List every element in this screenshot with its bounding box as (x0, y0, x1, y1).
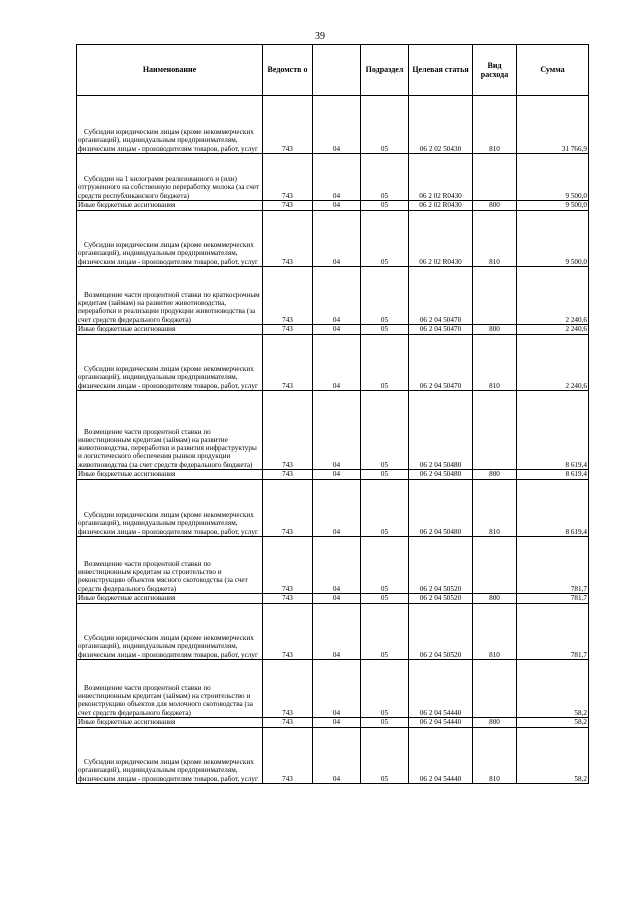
row-dept-cell: 743 (263, 594, 313, 604)
row-subsection-cell: 05 (361, 604, 409, 660)
row-type-cell: 810 (473, 480, 517, 537)
row-subsection-cell: 05 (361, 594, 409, 604)
row-subsection-cell: 05 (361, 154, 409, 201)
row-sum-cell: 781,7 (517, 537, 589, 594)
row-sum-cell: 781,7 (517, 594, 589, 604)
row-dept-cell: 743 (263, 96, 313, 154)
row-target-cell: 06 2 04 50480 (409, 480, 473, 537)
row-subsection-cell: 05 (361, 480, 409, 537)
row-name-cell: Иные бюджетные ассигнования (77, 201, 263, 211)
table-row (77, 201, 589, 211)
row-type-cell: 800 (473, 718, 517, 728)
row-target-cell: 06 2 04 54440 (409, 660, 473, 718)
row-type-cell (473, 391, 517, 470)
table-row (77, 604, 589, 660)
header-type: Вид расхода (473, 45, 517, 96)
row-section-cell: 04 (313, 335, 361, 391)
row-subsection-cell: 05 (361, 470, 409, 480)
row-section-cell: 04 (313, 211, 361, 267)
row-target-cell: 06 2 02 R0430 (409, 154, 473, 201)
header-subsection: Подраздел (361, 45, 409, 96)
table-row (77, 660, 589, 718)
row-target-cell: 06 2 04 50520 (409, 537, 473, 594)
row-name-cell: Иные бюджетные ассигнования (77, 470, 263, 480)
table-header-row (77, 45, 589, 96)
row-name-cell: Субсидии юридическим лицам (кроме некоммерческих организаций), индивидуальным предпринимателям, физическим лицам - производителям товаров, работ, услуг (77, 96, 263, 154)
row-name-cell: Субсидии юридическим лицам (кроме некоммерческих организаций), индивидуальным предпринимателям, физическим лицам - производителям товаров, работ, услуг (77, 480, 263, 537)
row-dept-cell: 743 (263, 211, 313, 267)
row-dept-cell: 743 (263, 325, 313, 335)
header-dept: Ведомств о (263, 45, 313, 96)
table-row (77, 335, 589, 391)
row-type-cell: 810 (473, 728, 517, 784)
row-sum-cell: 2 240,6 (517, 325, 589, 335)
row-section-cell: 04 (313, 660, 361, 718)
table-row (77, 391, 589, 470)
header-sum: Сумма (517, 45, 589, 96)
row-dept-cell: 743 (263, 728, 313, 784)
row-sum-cell: 8 619,4 (517, 480, 589, 537)
row-type-cell: 800 (473, 594, 517, 604)
row-dept-cell: 743 (263, 480, 313, 537)
row-target-cell: 06 2 02 50430 (409, 96, 473, 154)
row-type-cell (473, 537, 517, 594)
row-type-cell: 800 (473, 470, 517, 480)
row-sum-cell: 31 766,9 (517, 96, 589, 154)
row-subsection-cell: 05 (361, 201, 409, 211)
row-section-cell: 04 (313, 480, 361, 537)
row-target-cell: 06 2 04 50520 (409, 604, 473, 660)
row-sum-cell: 9 500,0 (517, 154, 589, 201)
row-subsection-cell: 05 (361, 267, 409, 325)
row-dept-cell: 743 (263, 154, 313, 201)
row-subsection-cell: 05 (361, 211, 409, 267)
row-sum-cell: 58,2 (517, 718, 589, 728)
row-subsection-cell: 05 (361, 537, 409, 594)
table-body (77, 96, 589, 784)
row-name-cell: Иные бюджетные ассигнования (77, 718, 263, 728)
row-subsection-cell: 05 (361, 660, 409, 718)
row-section-cell: 04 (313, 96, 361, 154)
row-name-cell: Субсидии юридическим лицам (кроме некоммерческих организаций), индивидуальным предпринимателям, физическим лицам - производителям товаров, работ, услуг (77, 211, 263, 267)
row-sum-cell: 9 500,0 (517, 211, 589, 267)
row-type-cell (473, 267, 517, 325)
row-target-cell: 06 2 04 50520 (409, 594, 473, 604)
row-type-cell: 800 (473, 201, 517, 211)
header-target: Целевая статья (409, 45, 473, 96)
row-target-cell: 06 2 04 50480 (409, 391, 473, 470)
table-row (77, 728, 589, 784)
table-row (77, 470, 589, 480)
row-section-cell: 04 (313, 154, 361, 201)
row-type-cell (473, 154, 517, 201)
row-type-cell (473, 660, 517, 718)
row-subsection-cell: 05 (361, 718, 409, 728)
row-name-cell: Возмещение части процентной ставки по инвестиционным кредитам (займам) на строительство и реконструкцию объектов для молочного скотоводства (за счет средств федерального бюджета) (77, 660, 263, 718)
row-type-cell: 800 (473, 325, 517, 335)
table-row (77, 267, 589, 325)
row-subsection-cell: 05 (361, 335, 409, 391)
row-section-cell: 04 (313, 728, 361, 784)
row-section-cell: 04 (313, 604, 361, 660)
row-dept-cell: 743 (263, 660, 313, 718)
row-target-cell: 06 2 02 R0430 (409, 201, 473, 211)
row-subsection-cell: 05 (361, 325, 409, 335)
row-sum-cell: 8 619,4 (517, 391, 589, 470)
row-sum-cell: 58,2 (517, 660, 589, 718)
row-dept-cell: 743 (263, 267, 313, 325)
table-row (77, 211, 589, 267)
row-type-cell: 810 (473, 96, 517, 154)
row-type-cell: 810 (473, 335, 517, 391)
row-subsection-cell: 05 (361, 391, 409, 470)
row-target-cell: 06 2 04 50470 (409, 335, 473, 391)
row-dept-cell: 743 (263, 604, 313, 660)
row-section-cell: 04 (313, 201, 361, 211)
row-section-cell: 04 (313, 594, 361, 604)
table-row (77, 154, 589, 201)
row-sum-cell: 8 619,4 (517, 470, 589, 480)
row-dept-cell: 743 (263, 391, 313, 470)
row-section-cell: 04 (313, 718, 361, 728)
table-row (77, 480, 589, 537)
row-type-cell: 810 (473, 604, 517, 660)
row-name-cell: Возмещение части процентной ставки по инвестиционным кредитам (займам) на развитие животноводства, переработки и развития инфраструктуры и логистического обеспечения рынков продукции животноводства (за счет средств федерального бюджета) (77, 391, 263, 470)
row-sum-cell: 2 240,6 (517, 335, 589, 391)
row-dept-cell: 743 (263, 470, 313, 480)
page-number: 39 (315, 31, 325, 42)
row-name-cell: Субсидии юридическим лицам (кроме некоммерческих организаций), индивидуальным предпринимателям, физическим лицам - производителям товаров, работ, услуг (77, 335, 263, 391)
row-sum-cell: 2 240,6 (517, 267, 589, 325)
row-section-cell: 04 (313, 267, 361, 325)
table-row (77, 718, 589, 728)
row-subsection-cell: 05 (361, 728, 409, 784)
row-name-cell: Возмещение части процентной ставки по инвестиционным кредитам на строительство и реконструкцию объектов мясного скотоводства (за счет средств федерального бюджета) (77, 537, 263, 594)
row-sum-cell: 9 500,0 (517, 201, 589, 211)
table-row (77, 594, 589, 604)
row-name-cell: Возмещение части процентной ставки по краткосрочным кредитам (займам) на развитие животноводства, переработки и реализации продукции животноводства (за счет средств федерального бюджета) (77, 267, 263, 325)
row-subsection-cell: 05 (361, 96, 409, 154)
row-name-cell: Иные бюджетные ассигнования (77, 325, 263, 335)
row-name-cell: Субсидии юридическим лицам (кроме некоммерческих организаций), индивидуальным предпринимателям, физическим лицам - производителям товаров, работ, услуг (77, 604, 263, 660)
row-target-cell: 06 2 04 50480 (409, 470, 473, 480)
row-target-cell: 06 2 04 54440 (409, 728, 473, 784)
row-dept-cell: 743 (263, 537, 313, 594)
row-target-cell: 06 2 04 50470 (409, 325, 473, 335)
budget-table (76, 44, 589, 784)
row-name-cell: Субсидии на 1 килограмм реализованного и (или) отгруженного на собственную переработку молока (за счет средств республиканского бюджета) (77, 154, 263, 201)
row-target-cell: 06 2 04 50470 (409, 267, 473, 325)
row-section-cell: 04 (313, 470, 361, 480)
table-row (77, 96, 589, 154)
header-name: Наименование (77, 45, 263, 96)
row-dept-cell: 743 (263, 201, 313, 211)
row-dept-cell: 743 (263, 718, 313, 728)
row-target-cell: 06 2 02 R0430 (409, 211, 473, 267)
row-section-cell: 04 (313, 537, 361, 594)
row-section-cell: 04 (313, 325, 361, 335)
row-name-cell: Иные бюджетные ассигнования (77, 594, 263, 604)
row-section-cell: 04 (313, 391, 361, 470)
row-dept-cell: 743 (263, 335, 313, 391)
table-row (77, 325, 589, 335)
row-name-cell: Субсидии юридическим лицам (кроме некоммерческих организаций), индивидуальным предпринимателям, физическим лицам - производителям товаров, работ, услуг (77, 728, 263, 784)
row-sum-cell: 58,2 (517, 728, 589, 784)
table-row (77, 537, 589, 594)
header-section (313, 45, 361, 96)
row-target-cell: 06 2 04 54440 (409, 718, 473, 728)
row-sum-cell: 781,7 (517, 604, 589, 660)
row-type-cell: 810 (473, 211, 517, 267)
